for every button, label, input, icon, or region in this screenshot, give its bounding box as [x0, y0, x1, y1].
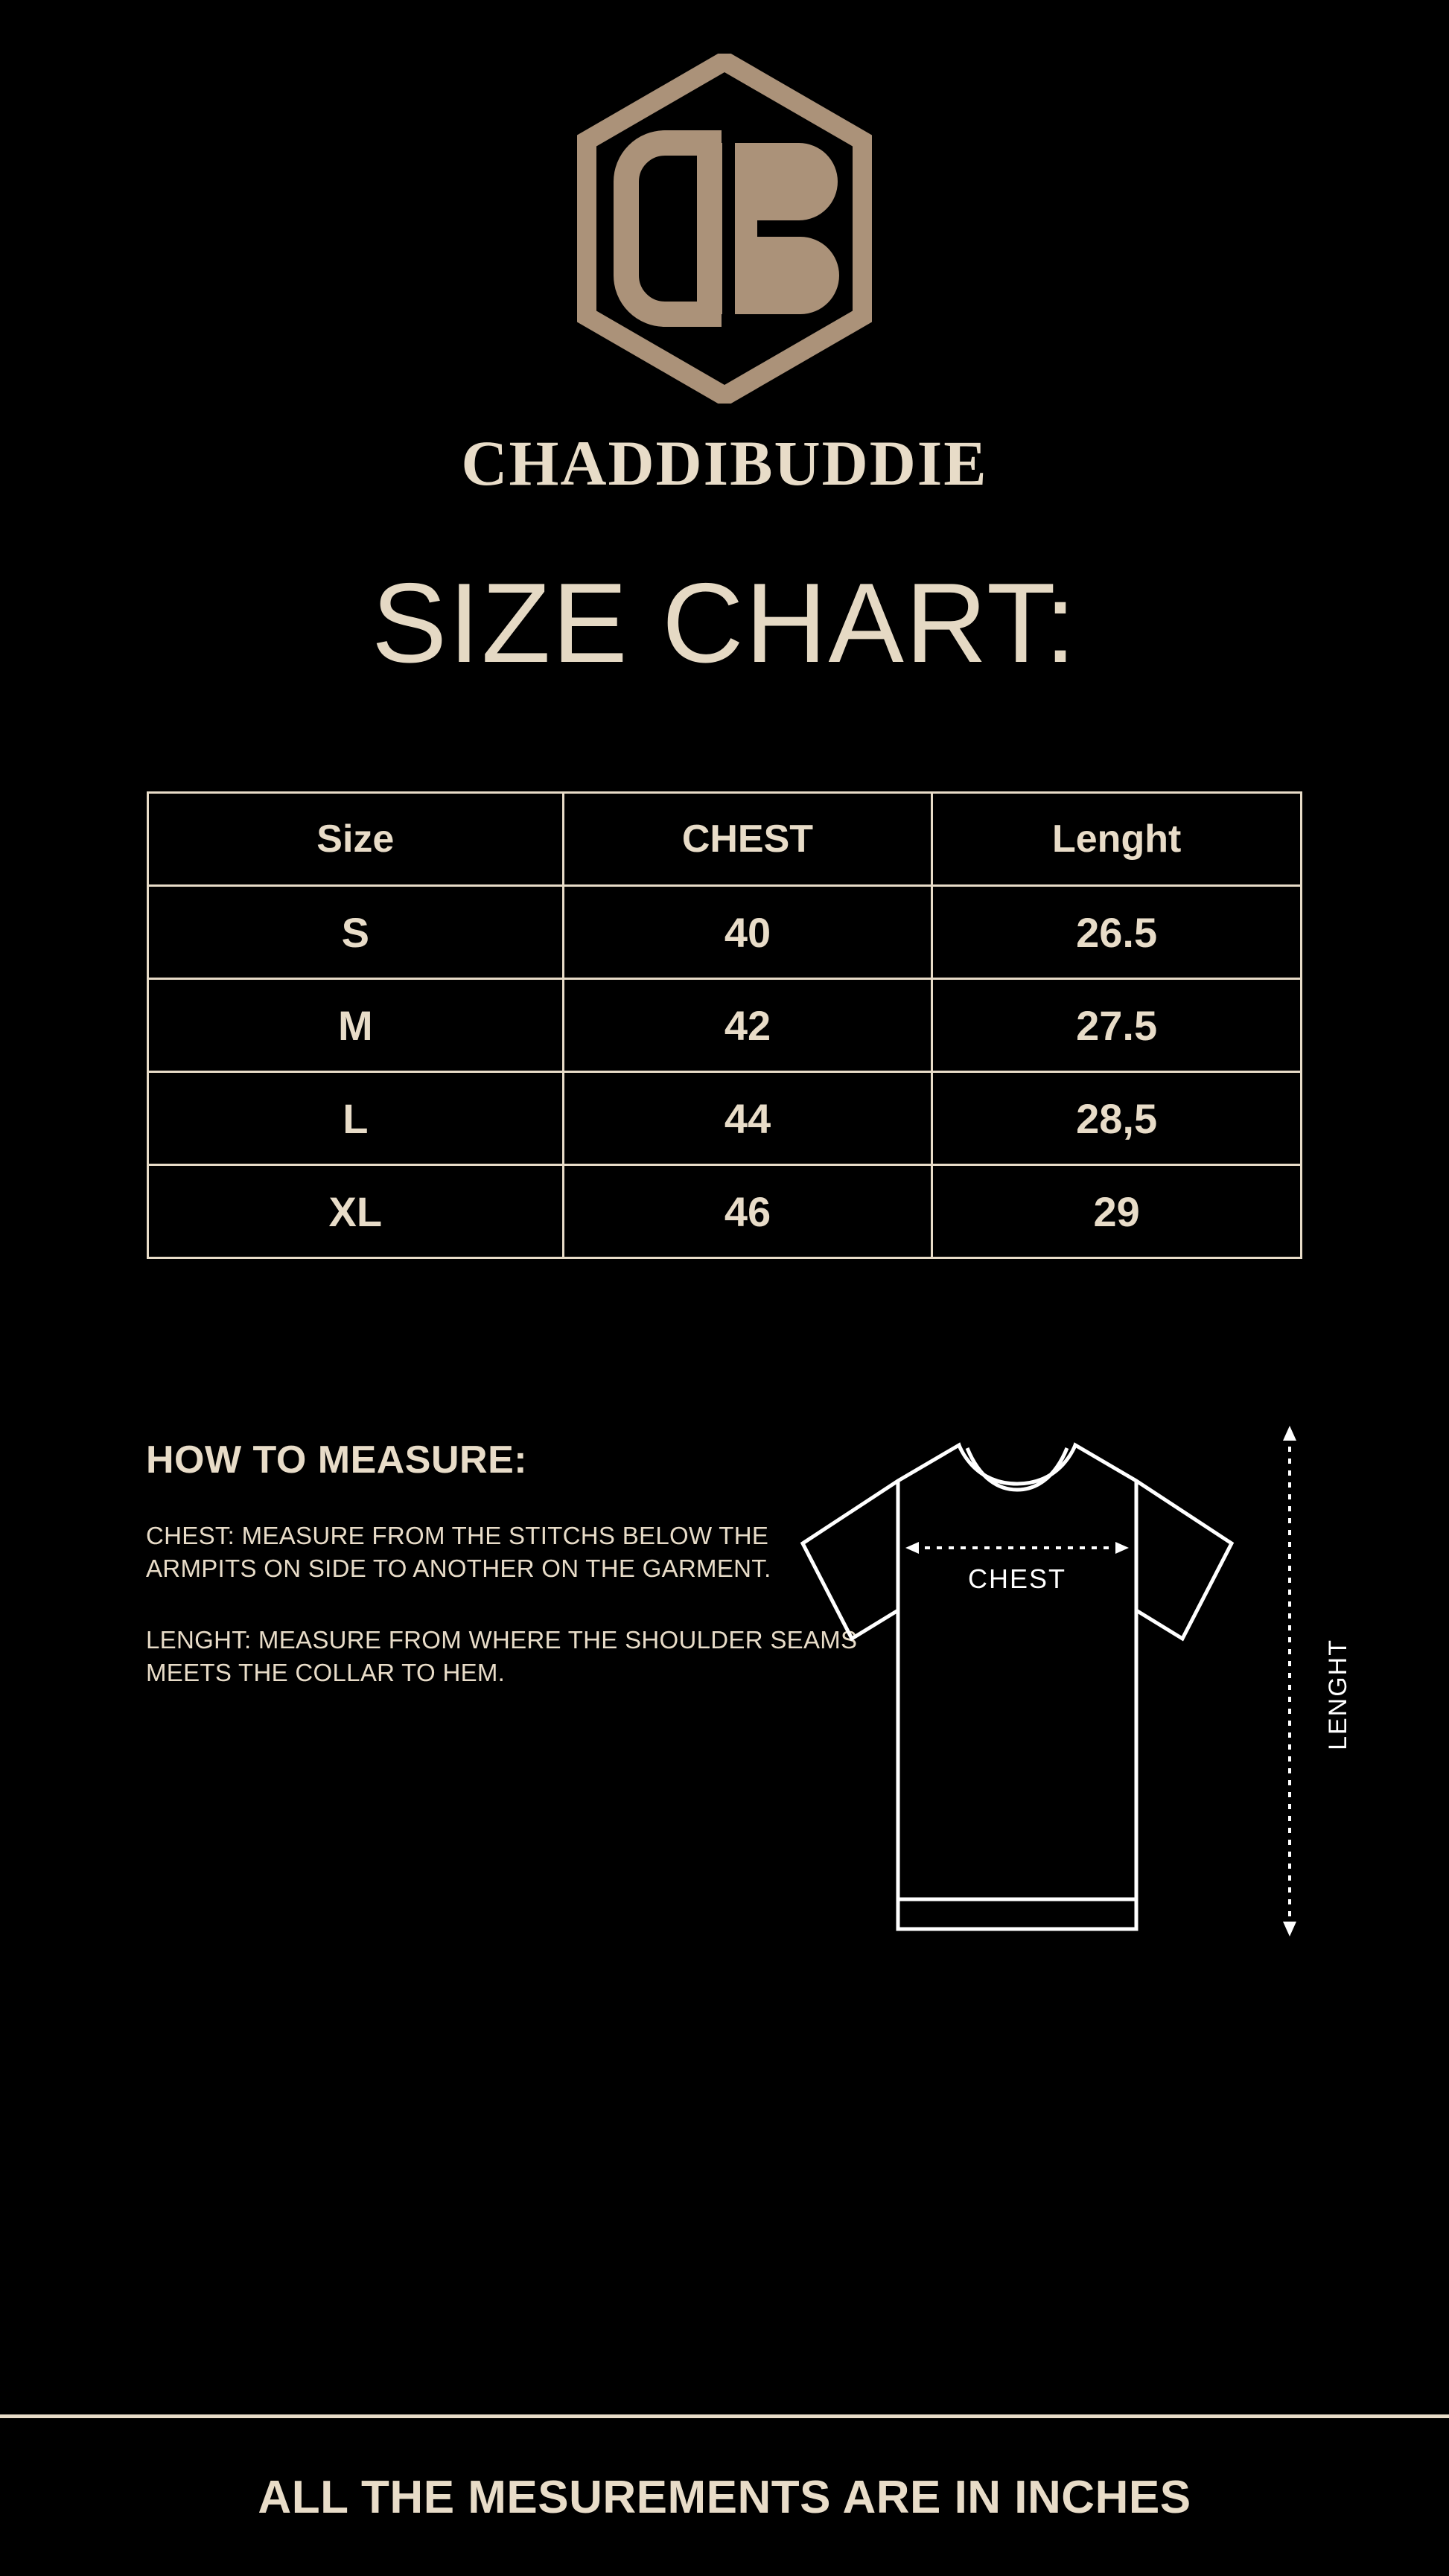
svg-text:CHEST: CHEST [967, 1563, 1067, 1594]
tshirt-outline-icon [786, 1415, 1337, 1951]
cell-chest: 42 [563, 979, 932, 1072]
table-row [148, 886, 1302, 979]
footer-bar [0, 2418, 1449, 2576]
size-chart-table [147, 791, 1302, 1259]
lenght-instruction-text: LENGHT: MEASURE FROM WHERE THE SHOULDER SEAMS MEETS THE COLLAR TO HEM. [146, 1625, 858, 1686]
table-header-row [148, 793, 1302, 886]
cell-chest: 44 [563, 1072, 932, 1165]
cell-chest: 46 [563, 1165, 932, 1258]
cell-lenght: 26.5 [932, 886, 1302, 979]
cell-size: S [148, 886, 564, 979]
logo-container [0, 0, 1449, 404]
brand-name: CHADDIBUDDIE [461, 427, 988, 499]
how-to-measure-text [146, 1438, 876, 1689]
size-chart-table-container [147, 791, 1302, 1259]
cell-size: L [148, 1072, 564, 1165]
how-to-measure-heading: HOW TO MEASURE: [146, 1438, 528, 1482]
lenght-axis-label: LENGHT [1324, 1639, 1352, 1750]
table-row [148, 1165, 1302, 1258]
column-header-chest: CHEST [563, 793, 932, 886]
cell-lenght: 27.5 [932, 979, 1302, 1072]
tshirt-diagram [786, 1415, 1352, 1951]
column-header-size: Size [148, 793, 564, 886]
chest-instruction-text: CHEST: MEASURE FROM THE STITCHS BELOW THE ARMPITS ON SIDE TO ANOTHER ON THE GARMENT. [146, 1522, 771, 1582]
footer-note: ALL THE MESUREMENTS ARE IN INCHES [258, 2471, 1191, 2523]
hexagon-cb-monogram-logo-icon [576, 54, 873, 404]
how-to-measure-section [0, 1438, 1449, 1959]
cell-size: M [148, 979, 564, 1072]
cell-chest: 40 [563, 886, 932, 979]
page-title: SIZE CHART: [371, 560, 1078, 686]
cell-lenght: 29 [932, 1165, 1302, 1258]
cell-size: XL [148, 1165, 564, 1258]
table-row [148, 1072, 1302, 1165]
table-row [148, 979, 1302, 1072]
cell-lenght: 28,5 [932, 1072, 1302, 1165]
column-header-lenght: Lenght [932, 793, 1302, 886]
